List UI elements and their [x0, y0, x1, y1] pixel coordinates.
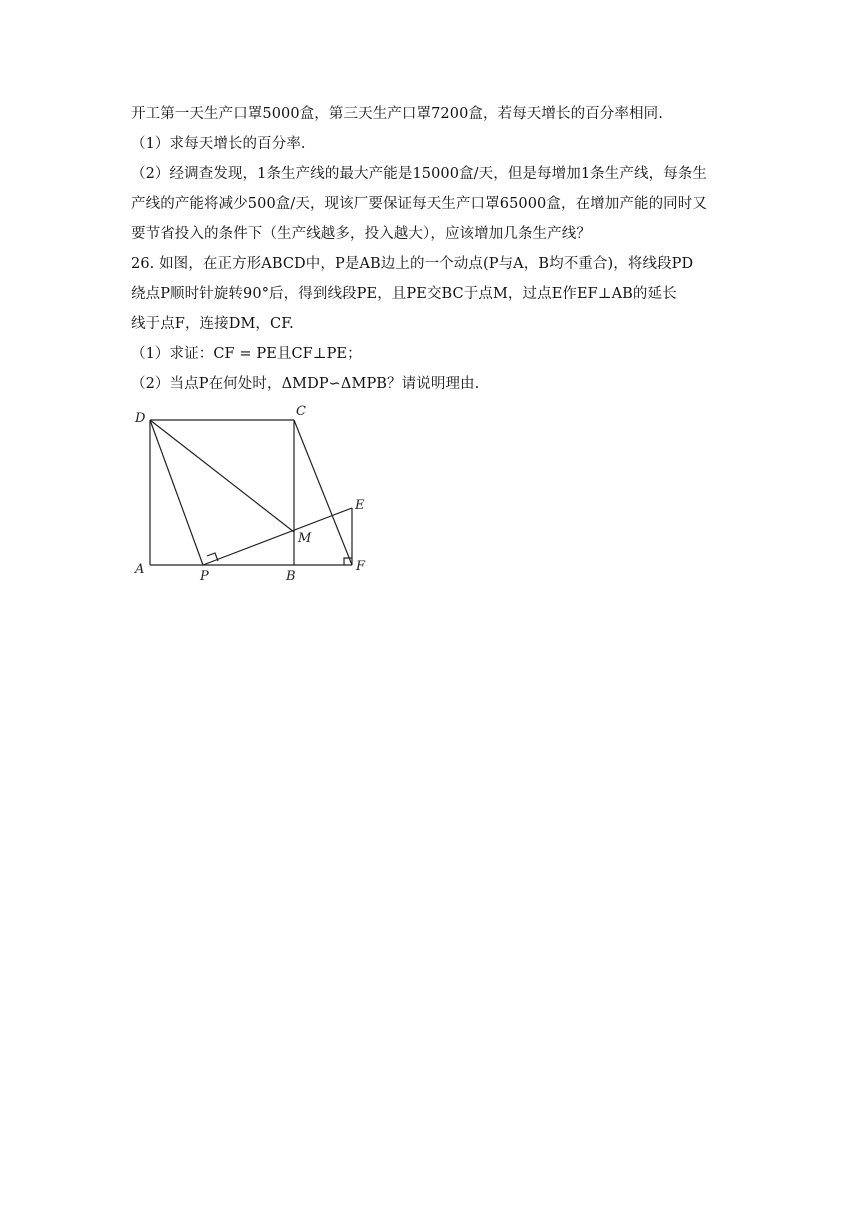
- segment-DP: [150, 420, 203, 565]
- label-A: A: [135, 562, 145, 577]
- p25-line-4: 产线的产能将减少500盒/天，现该厂要保证每天生产口罩65000盒，在增加产能的同时又: [131, 196, 707, 212]
- p26-line-4: （1）求证：CF = PE且CF⊥PE；: [131, 346, 362, 362]
- geometry-svg: [128, 398, 378, 586]
- label-F: F: [356, 559, 366, 574]
- geometry-figure: [128, 398, 378, 586]
- p26-line-2: 绕点P顺时针旋转90°后，得到线段PE，且PE交BC于点M，过点E作EF⊥AB的延长: [131, 286, 677, 302]
- label-D: D: [135, 411, 146, 426]
- label-E: E: [355, 498, 365, 513]
- p25-line-1: 开工第一天生产口罩5000盒，第三天生产口罩7200盒，若每天增长的百分率相同.: [131, 106, 663, 122]
- label-C: C: [296, 404, 306, 419]
- segment-PE: [203, 508, 352, 565]
- p26-line-5: （2）当点P在何处时，ΔMDP∽ΔMPB？请说明理由.: [131, 376, 480, 392]
- p25-line-2: （1）求每天增长的百分率.: [131, 136, 306, 152]
- label-B: B: [286, 569, 296, 584]
- label-P: P: [200, 569, 209, 584]
- p26-line-1: 26. 如图，在正方形ABCD中，P是AB边上的一个动点(P与A，B均不重合)，将线段PD: [131, 256, 694, 272]
- segment-DM: [150, 420, 294, 532]
- label-M: M: [298, 531, 312, 546]
- p25-line-3: （2）经调查发现，1条生产线的最大产能是15000盒/天，但是每增加1条生产线，每条生: [131, 166, 707, 182]
- p25-line-5: 要节省投入的条件下（生产线越多，投入越大），应该增加几条生产线？: [131, 226, 591, 242]
- p26-line-3: 线于点F，连接DM，CF.: [131, 316, 294, 332]
